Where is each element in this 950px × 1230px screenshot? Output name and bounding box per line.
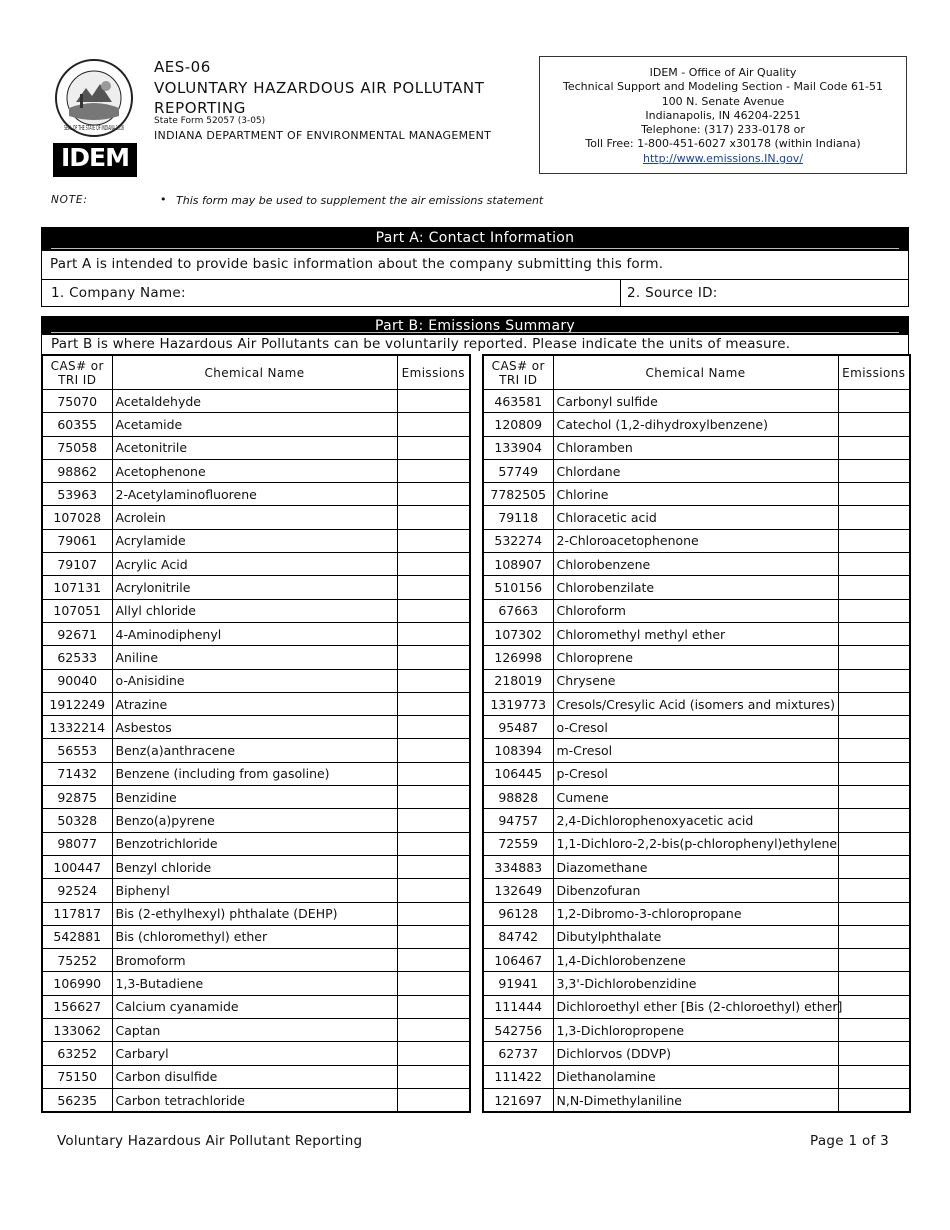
chemical-name: Asbestos <box>112 716 397 739</box>
table-row <box>483 809 910 832</box>
cas-number: 98862 <box>42 459 112 482</box>
chemical-name: Carbaryl <box>112 1042 397 1065</box>
emissions-input[interactable] <box>838 762 910 785</box>
emissions-input[interactable] <box>838 995 910 1018</box>
cas-number: 56235 <box>42 1088 112 1112</box>
cas-number: 67663 <box>483 599 553 622</box>
emissions-input[interactable] <box>838 576 910 599</box>
cas-number: 91941 <box>483 972 553 995</box>
chemical-name: Benzyl chloride <box>112 855 397 878</box>
table-row <box>483 925 910 948</box>
table-row <box>483 739 910 762</box>
emissions-input[interactable] <box>397 553 470 576</box>
emissions-input[interactable] <box>838 739 910 762</box>
emissions-input[interactable] <box>397 576 470 599</box>
table-row <box>42 855 470 878</box>
emissions-input[interactable] <box>838 879 910 902</box>
cas-number: 60355 <box>42 413 112 436</box>
note-text: This form may be used to supplement the air emissions statement <box>176 194 544 207</box>
emissions-input[interactable] <box>397 459 470 482</box>
cas-number: 108907 <box>483 553 553 576</box>
emissions-input[interactable] <box>397 949 470 972</box>
table-row <box>483 902 910 925</box>
emissions-input[interactable] <box>838 716 910 739</box>
table-row <box>42 436 470 459</box>
cas-header-line1: CAS# or <box>50 358 104 373</box>
part-b-intro: Part B is where Hazardous Air Pollutants can be voluntarily reported. Please indicate the units of measure. <box>51 336 791 352</box>
chemical-name: Acetonitrile <box>112 436 397 459</box>
table-row <box>483 1042 910 1065</box>
cas-number: 79107 <box>42 553 112 576</box>
cas-number: 107051 <box>42 599 112 622</box>
emissions-input[interactable] <box>838 972 910 995</box>
chemical-name: Acrolein <box>112 506 397 529</box>
chemical-name: 1,3-Butadiene <box>112 972 397 995</box>
cas-number: 117817 <box>42 902 112 925</box>
chemical-name: Chlorine <box>553 483 838 506</box>
chemical-name: Acrylamide <box>112 529 397 552</box>
emissions-input[interactable] <box>838 949 910 972</box>
emissions-input[interactable] <box>397 716 470 739</box>
emissions-input[interactable] <box>397 1019 470 1042</box>
chemical-name: Bis (2-ethylhexyl) phthalate (DEHP) <box>112 902 397 925</box>
cas-number: 107028 <box>42 506 112 529</box>
table-row <box>42 483 470 506</box>
part-a-section <box>41 227 909 307</box>
table-row <box>483 1065 910 1088</box>
emissions-input[interactable] <box>838 390 910 413</box>
emissions-input[interactable] <box>397 599 470 622</box>
emissions-input[interactable] <box>397 506 470 529</box>
chemical-name-column-header: Chemical Name <box>112 355 397 390</box>
office-line5: Telephone: (317) 233-0178 or <box>641 123 805 137</box>
emissions-input[interactable] <box>397 669 470 692</box>
chemical-name: 1,3-Dichloropropene <box>553 1019 838 1042</box>
cas-number: 120809 <box>483 413 553 436</box>
chemical-name: Calcium cyanamide <box>112 995 397 1018</box>
chemical-name: N,N-Dimethylaniline <box>553 1088 838 1112</box>
form-title <box>154 78 534 118</box>
chemical-name: o-Cresol <box>553 716 838 739</box>
emissions-input[interactable] <box>838 599 910 622</box>
table-row <box>483 622 910 645</box>
table-row <box>42 576 470 599</box>
chemical-name: Chlorobenzilate <box>553 576 838 599</box>
cas-number: 62737 <box>483 1042 553 1065</box>
chemical-name: Bis (chloromethyl) ether <box>112 925 397 948</box>
table-row <box>42 739 470 762</box>
cas-number: 71432 <box>42 762 112 785</box>
cas-number: 542756 <box>483 1019 553 1042</box>
emissions-input[interactable] <box>397 646 470 669</box>
bullet-icon: • <box>160 193 167 206</box>
table-row <box>42 1065 470 1088</box>
chemical-name: m-Cresol <box>553 739 838 762</box>
emissions-input[interactable] <box>397 483 470 506</box>
cas-number: 463581 <box>483 390 553 413</box>
table-row <box>483 506 910 529</box>
table-row <box>483 762 910 785</box>
emissions-input[interactable] <box>397 879 470 902</box>
cas-number: 98828 <box>483 786 553 809</box>
chemical-name: Bromoform <box>112 949 397 972</box>
cas-number: 532274 <box>483 529 553 552</box>
cas-number: 75058 <box>42 436 112 459</box>
chemical-name: Captan <box>112 1019 397 1042</box>
state-seal-icon <box>54 58 134 138</box>
cas-number: 56553 <box>42 739 112 762</box>
cas-number: 1912249 <box>42 692 112 715</box>
table-row <box>483 716 910 739</box>
emissions-input[interactable] <box>397 832 470 855</box>
cas-number: 79061 <box>42 529 112 552</box>
chemical-name: Chloromethyl methyl ether <box>553 622 838 645</box>
emissions-input[interactable] <box>397 390 470 413</box>
chemical-name: Chloramben <box>553 436 838 459</box>
chemical-name: Chrysene <box>553 669 838 692</box>
cas-number: 53963 <box>42 483 112 506</box>
part-b-section <box>41 316 909 354</box>
chemical-name: Benzo(a)pyrene <box>112 809 397 832</box>
chemical-name: 3,3'-Dichlorobenzidine <box>553 972 838 995</box>
cas-number: 126998 <box>483 646 553 669</box>
table-row <box>483 949 910 972</box>
emissions-input[interactable] <box>838 529 910 552</box>
table-row <box>42 390 470 413</box>
chemical-name: Acetamide <box>112 413 397 436</box>
table-row <box>483 576 910 599</box>
hap-table-left <box>41 354 471 1113</box>
table-row <box>42 599 470 622</box>
cas-number: 75252 <box>42 949 112 972</box>
table-row <box>483 459 910 482</box>
table-row <box>42 716 470 739</box>
chemical-name: Benzene (including from gasoline) <box>112 762 397 785</box>
emissions-input[interactable] <box>397 972 470 995</box>
cas-number: 133904 <box>483 436 553 459</box>
table-row <box>42 1042 470 1065</box>
table-row <box>483 832 910 855</box>
cas-number: 92524 <box>42 879 112 902</box>
page-number: Page 1 of 3 <box>810 1133 890 1149</box>
emissions-input[interactable] <box>838 786 910 809</box>
office-line1: IDEM - Office of Air Quality <box>649 66 797 79</box>
chemical-name: Acrylonitrile <box>112 576 397 599</box>
form-title-line2: REPORTING <box>154 99 246 117</box>
chemical-name: Dichlorvos (DDVP) <box>553 1042 838 1065</box>
cas-header-line2: TRI ID <box>499 372 538 387</box>
chemical-name: Chlorobenzene <box>553 553 838 576</box>
emissions-input[interactable] <box>397 529 470 552</box>
chemical-name: Cresols/Cresylic Acid (isomers and mixtures) <box>553 692 838 715</box>
chemical-name: Acetophenone <box>112 459 397 482</box>
emissions-input[interactable] <box>397 622 470 645</box>
emissions-input[interactable] <box>397 995 470 1018</box>
emissions-input[interactable] <box>397 1088 470 1112</box>
emissions-input[interactable] <box>838 1088 910 1112</box>
chemical-name: Cumene <box>553 786 838 809</box>
chemical-name: Dibutylphthalate <box>553 925 838 948</box>
emissions-input[interactable] <box>838 646 910 669</box>
table-row <box>42 949 470 972</box>
chemical-name: 4-Aminodiphenyl <box>112 622 397 645</box>
emissions-input[interactable] <box>397 1042 470 1065</box>
emissions-input[interactable] <box>397 809 470 832</box>
part-a-title: Part A: Contact Information <box>42 228 908 251</box>
emissions-input[interactable] <box>838 483 910 506</box>
table-row <box>483 553 910 576</box>
emissions-input[interactable] <box>397 925 470 948</box>
cas-number: 75070 <box>42 390 112 413</box>
chemical-name: Acrylic Acid <box>112 553 397 576</box>
emissions-input[interactable] <box>397 413 470 436</box>
table-row <box>483 390 910 413</box>
source-id-field[interactable]: 2. Source ID: <box>627 285 718 301</box>
emissions-input[interactable] <box>838 459 910 482</box>
cas-number: 108394 <box>483 739 553 762</box>
cas-number: 62533 <box>42 646 112 669</box>
table-row <box>42 669 470 692</box>
table-row <box>42 646 470 669</box>
cas-number: 98077 <box>42 832 112 855</box>
table-row <box>42 413 470 436</box>
chemical-name: Benzidine <box>112 786 397 809</box>
cas-number: 75150 <box>42 1065 112 1088</box>
cas-number: 111444 <box>483 995 553 1018</box>
chemical-name: Chlordane <box>553 459 838 482</box>
chemical-name: 2-Chloroacetophenone <box>553 529 838 552</box>
chemical-name: 1,2-Dibromo-3-chloropropane <box>553 902 838 925</box>
chemical-name: Aniline <box>112 646 397 669</box>
form-title-line1: VOLUNTARY HAZARDOUS AIR POLLUTANT <box>154 79 485 97</box>
office-contact-box <box>539 56 907 174</box>
table-body-right <box>483 390 910 1113</box>
table-body-left <box>42 390 470 1113</box>
cas-number: 96128 <box>483 902 553 925</box>
cas-number: 156627 <box>42 995 112 1018</box>
emissions-input[interactable] <box>838 436 910 459</box>
cas-number: 57749 <box>483 459 553 482</box>
cas-number: 95487 <box>483 716 553 739</box>
emissions-input[interactable] <box>838 553 910 576</box>
part-a-intro: Part A is intended to provide basic information about the company submitting this form. <box>42 251 908 280</box>
emissions-input[interactable] <box>838 413 910 436</box>
table-row <box>42 879 470 902</box>
idem-logo <box>53 143 137 177</box>
table-row <box>42 529 470 552</box>
table-row <box>483 972 910 995</box>
cas-column-header <box>483 355 553 390</box>
cas-number: 72559 <box>483 832 553 855</box>
cas-number: 84742 <box>483 925 553 948</box>
cas-number: 107302 <box>483 622 553 645</box>
idem-logo-text: IDEM <box>60 143 129 172</box>
emissions-input[interactable] <box>397 436 470 459</box>
cas-number: 100447 <box>42 855 112 878</box>
chemical-name: 1,1-Dichloro-2,2-bis(p-chlorophenyl)ethylene <box>553 832 838 855</box>
cas-number: 1319773 <box>483 692 553 715</box>
chemical-name: Carbon disulfide <box>112 1065 397 1088</box>
note-label: NOTE: <box>51 194 88 206</box>
emissions-column-header: Emissions <box>838 355 910 390</box>
table-row <box>483 879 910 902</box>
emissions-input[interactable] <box>838 669 910 692</box>
cas-number: 50328 <box>42 809 112 832</box>
chemical-name: 2,4-Dichlorophenoxyacetic acid <box>553 809 838 832</box>
table-row <box>42 459 470 482</box>
cas-number: 106467 <box>483 949 553 972</box>
table-row <box>42 1088 470 1112</box>
table-row <box>483 786 910 809</box>
table-row <box>483 646 910 669</box>
table-row <box>42 1019 470 1042</box>
table-row <box>42 762 470 785</box>
chemical-name: Catechol (1,2-dihydroxylbenzene) <box>553 413 838 436</box>
chemical-name: Allyl chloride <box>112 599 397 622</box>
table-row <box>42 692 470 715</box>
chemical-name: Chloroprene <box>553 646 838 669</box>
emissions-input[interactable] <box>397 692 470 715</box>
emissions-input[interactable] <box>838 1042 910 1065</box>
cas-header-line2: TRI ID <box>58 372 97 387</box>
table-row <box>42 902 470 925</box>
form-code: AES-06 <box>154 58 211 76</box>
cas-number: 334883 <box>483 855 553 878</box>
office-line4: Indianapolis, IN 46204-2251 <box>645 108 801 122</box>
chemical-name: Diazomethane <box>553 855 838 878</box>
chemical-name: o-Anisidine <box>112 669 397 692</box>
emissions-input[interactable] <box>397 1065 470 1088</box>
emissions-input[interactable] <box>838 832 910 855</box>
emissions-input[interactable] <box>397 902 470 925</box>
chemical-name: Benz(a)anthracene <box>112 739 397 762</box>
table-row <box>483 669 910 692</box>
table-row <box>483 436 910 459</box>
emissions-website-link[interactable]: http://www.emissions.IN.gov/ <box>642 151 804 165</box>
table-row <box>483 1019 910 1042</box>
cas-number: 7782505 <box>483 483 553 506</box>
table-row <box>42 622 470 645</box>
emissions-input[interactable] <box>838 855 910 878</box>
chemical-name: Chloracetic acid <box>553 506 838 529</box>
emissions-input[interactable] <box>397 762 470 785</box>
state-form-number: State Form 52057 (3-05) <box>154 116 266 126</box>
emissions-input[interactable] <box>838 506 910 529</box>
table-row <box>42 809 470 832</box>
office-line6: Toll Free: 1-800-451-6027 x30178 (within Indiana) <box>585 137 861 151</box>
table-row <box>42 506 470 529</box>
cas-header-line1: CAS# or <box>491 358 545 373</box>
table-row <box>42 832 470 855</box>
chemical-name: Acetaldehyde <box>112 390 397 413</box>
part-b-title: Part B: Emissions Summary <box>42 317 908 335</box>
footer-title: Voluntary Hazardous Air Pollutant Reporting <box>57 1133 363 1149</box>
table-row <box>483 1088 910 1112</box>
emissions-input[interactable] <box>838 809 910 832</box>
chemical-name: Atrazine <box>112 692 397 715</box>
chemical-name: Benzotrichloride <box>112 832 397 855</box>
table-row <box>483 855 910 878</box>
cas-number: 106445 <box>483 762 553 785</box>
cas-number: 121697 <box>483 1088 553 1112</box>
cas-number: 79118 <box>483 506 553 529</box>
cas-column-header <box>42 355 112 390</box>
emissions-input[interactable] <box>397 855 470 878</box>
cas-number: 63252 <box>42 1042 112 1065</box>
cas-number: 111422 <box>483 1065 553 1088</box>
emissions-input[interactable] <box>838 925 910 948</box>
cas-number: 132649 <box>483 879 553 902</box>
table-row <box>483 599 910 622</box>
chemical-name: Carbon tetrachloride <box>112 1088 397 1112</box>
emissions-input[interactable] <box>397 786 470 809</box>
table-row <box>483 483 910 506</box>
chemical-name: p-Cresol <box>553 762 838 785</box>
chemical-name: Carbonyl sulfide <box>553 390 838 413</box>
table-row <box>483 692 910 715</box>
table-header-row <box>483 355 910 390</box>
emissions-input[interactable] <box>838 1065 910 1088</box>
chemical-name-column-header: Chemical Name <box>553 355 838 390</box>
cas-number: 92875 <box>42 786 112 809</box>
cas-number: 510156 <box>483 576 553 599</box>
table-row <box>483 413 910 436</box>
chemical-name: 2-Acetylaminofluorene <box>112 483 397 506</box>
company-name-field[interactable]: 1. Company Name: <box>51 285 186 301</box>
cas-number: 133062 <box>42 1019 112 1042</box>
chemical-name: Biphenyl <box>112 879 397 902</box>
seal-text: SEAL OF THE STATE OF INDIANA 1816 <box>64 124 125 132</box>
cas-number: 107131 <box>42 576 112 599</box>
department-name: INDIANA DEPARTMENT OF ENVIRONMENTAL MANAGEMENT <box>154 129 492 142</box>
table-row <box>42 925 470 948</box>
chemical-name: Diethanolamine <box>553 1065 838 1088</box>
cas-number: 1332214 <box>42 716 112 739</box>
cas-number: 94757 <box>483 809 553 832</box>
table-row <box>42 786 470 809</box>
emissions-input[interactable] <box>838 692 910 715</box>
emissions-input[interactable] <box>838 1019 910 1042</box>
part-a-fields <box>42 280 908 307</box>
chemical-name: 1,4-Dichlorobenzene <box>553 949 838 972</box>
office-line3: 100 N. Senate Avenue <box>661 94 785 108</box>
cas-number: 218019 <box>483 669 553 692</box>
table-row <box>42 972 470 995</box>
chemical-name: Chloroform <box>553 599 838 622</box>
table-header-row <box>42 355 470 390</box>
table-row <box>42 995 470 1018</box>
cas-number: 542881 <box>42 925 112 948</box>
table-row <box>483 529 910 552</box>
cas-number: 106990 <box>42 972 112 995</box>
emissions-column-header: Emissions <box>397 355 470 390</box>
field-divider <box>620 280 621 307</box>
chemical-name: Dichloroethyl ether [Bis (2-chloroethyl) ether] <box>553 995 838 1018</box>
table-row <box>483 995 910 1018</box>
emissions-input[interactable] <box>397 739 470 762</box>
office-line2: Technical Support and Modeling Section - Mail Code 61-51 <box>562 80 883 94</box>
cas-number: 90040 <box>42 669 112 692</box>
table-row <box>42 553 470 576</box>
hap-table-right <box>482 354 911 1113</box>
emissions-input[interactable] <box>838 902 910 925</box>
cas-number: 92671 <box>42 622 112 645</box>
chemical-name: Dibenzofuran <box>553 879 838 902</box>
emissions-input[interactable] <box>838 622 910 645</box>
